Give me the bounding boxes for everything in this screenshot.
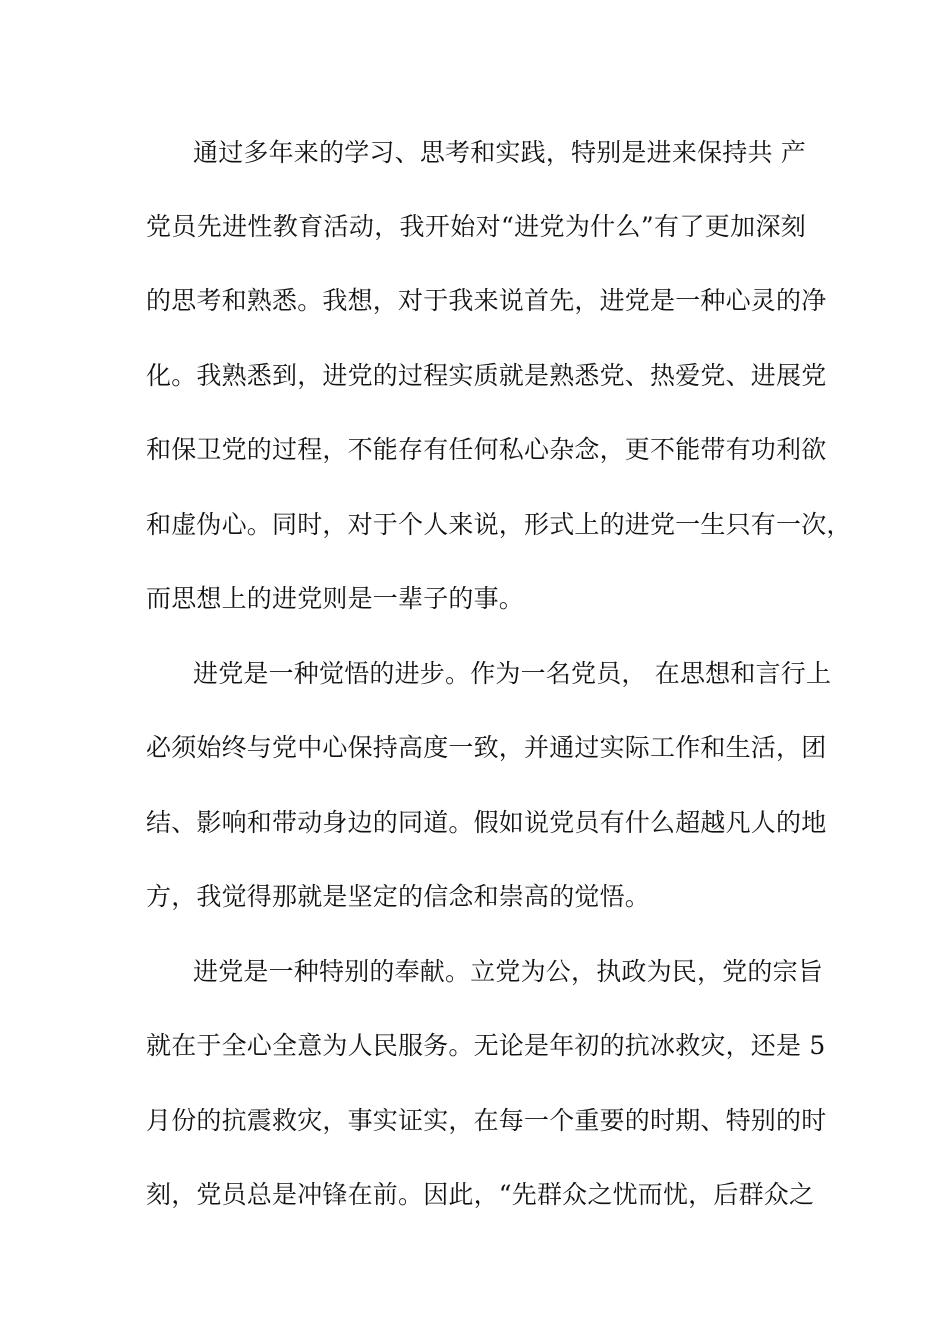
text-line: 方，我觉得那就是坚定的信念和崇高的觉悟。: [146, 882, 651, 911]
text-line: 进党是一种特别的奉献。立党为公，执政为民，党的宗旨: [193, 957, 824, 986]
text-line: 月份的抗震救灾，事实证实，在每一个重要的时期、特别的时: [146, 1106, 827, 1135]
text-line: 和虚伪心。同时，对于个人来说，形式上的进党一生只有一次，: [146, 510, 852, 539]
text-line: 化。我熟悉到，进党的过程实质就是熟悉党、热爱党、进展党: [146, 361, 827, 390]
text-line: 而思想上的进党则是一辈子的事。: [146, 584, 525, 613]
text-line: 必须始终与党中心保持高度一致，并通过实际工作和生活，团: [146, 733, 827, 762]
text-line: 结、影响和带动身边的同道。假如说党员有什么超越凡人的地: [146, 808, 827, 837]
text-line: 进党是一种觉悟的进步。作为一名党员， 在思想和言行上: [193, 659, 832, 688]
text-line: 党员先进性教育活动，我开始对“进党为什么”有了更加深刻: [146, 212, 806, 241]
text-line: 刻，党员总是冲锋在前。因此，“先群众之忧而忧，后群众之: [146, 1180, 815, 1209]
text-line: 的思考和熟悉。我想，对于我来说首先，进党是一种心灵的净: [146, 286, 827, 315]
text-line: 通过多年来的学习、思考和实践，特别是进来保持共 产: [193, 138, 806, 167]
text-line: 就在于全心全意为人民服务。无论是年初的抗冰救灾，还是 5: [146, 1031, 826, 1060]
text-line: 和保卫党的过程，不能存有任何私心杂念，更不能带有功利欲: [146, 435, 827, 464]
